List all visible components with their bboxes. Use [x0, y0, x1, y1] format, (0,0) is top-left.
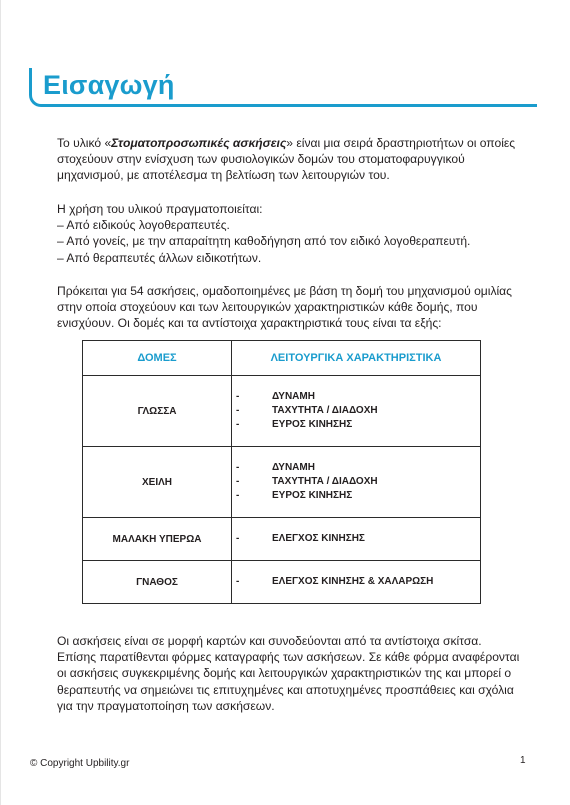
feature-text: ΔΥΝΑΜΗ	[272, 462, 315, 473]
page-number: 1	[520, 755, 526, 766]
usage-item: – Από θεραπευτές άλλων ειδικοτήτων.	[57, 250, 262, 265]
groups-text: Πρόκειται για 54 ασκήσεις, ομαδοποιημένες με βάση τη δομή του μηχανισμού ομιλίας στην οποία στοχεύουν και των λειτουργικών χαρακτηριστικών κάθε δομής, που ενισχύουν. Οι δομές και τα αντίστοιχα χαρακτηριστικά τους είναι τα εξής:	[57, 284, 513, 331]
table-row	[83, 561, 481, 604]
features-cell	[232, 561, 481, 604]
feature-text: ΕΛΕΓΧΟΣ ΚΙΝΗΣΗΣ & ΧΑΛΑΡΩΣΗ	[272, 576, 434, 587]
material-title: Στοματοπροσωπικές ασκήσεις	[111, 136, 287, 150]
usage-lead: Η χρήση του υλικού πραγματοποιείται:	[57, 202, 263, 216]
bullet-dash: -	[236, 476, 240, 487]
features-cell	[232, 376, 481, 447]
feature-text: ΕΥΡΟΣ ΚΙΝΗΣΗΣ	[272, 419, 353, 430]
feature-text: ΕΥΡΟΣ ΚΙΝΗΣΗΣ	[272, 490, 353, 501]
feature-text: ΕΛΕΓΧΟΣ ΚΙΝΗΣΗΣ	[272, 533, 365, 544]
structures-table	[82, 340, 481, 604]
feature-text: ΔΥΝΑΜΗ	[272, 391, 315, 402]
usage-item: – Από γονείς, με την απαραίτητη καθοδήγηση από τον ειδικό λογοθεραπευτή.	[57, 234, 471, 249]
bullet-dash: -	[236, 419, 240, 430]
table-row	[83, 376, 481, 447]
structure-cell: ΓΛΩΣΣΑ	[83, 376, 232, 447]
table-row	[83, 518, 481, 561]
structure-cell: ΧΕΙΛΗ	[83, 447, 232, 518]
feature-text: ΤΑΧΥΤΗΤΑ / ΔΙΑΔΟΧΗ	[272, 405, 378, 416]
page-title: Εισαγωγή	[43, 70, 175, 100]
structure-cell: ΓΝΑΘΟΣ	[83, 561, 232, 604]
copyright-notice: © Copyright Upbility.gr	[30, 758, 130, 769]
intro-text	[57, 135, 522, 184]
section-heading	[29, 68, 536, 108]
structure-cell: ΜΑΛΑΚΗ ΥΠΕΡΩΑ	[83, 518, 232, 561]
header-structures: ΔΟΜΕΣ	[83, 341, 232, 376]
groups-paragraph	[57, 283, 522, 332]
bullet-dash: -	[236, 391, 240, 402]
intro-suffix: » είναι μια σειρά δραστηριοτήτων οι οποίες στοχεύουν στην ενίσχυση των φυσιολογικών δομών του στοματοφαρυγγικού μηχανισμού, με αποτέλεσμα τη βελτίωση των λειτουργιών του.	[57, 136, 516, 183]
usage-item: – Από ειδικούς λογοθεραπευτές.	[57, 218, 230, 233]
bullet-dash: -	[236, 462, 240, 473]
table-row	[83, 447, 481, 518]
table-header-row	[83, 341, 481, 376]
closing-text: Οι ασκήσεις είναι σε μορφή καρτών και συνοδεύονται από τα αντίστοιχα σκίτσα. Επίσης παρατίθενται φόρμες καταγραφής των ασκήσεων. Σε κάθε φόρμα αναφέρονται οι ασκήσεις συγκεκριμένης δομής και λειτουργικών χαρακτηριστικών της και μπορεί ο θεραπευτής να σημειώνει τις επιτυχημένες και αποτυχημένες προσπάθειες και σχόλια για την πραγματοποίηση των ασκήσεων.	[57, 634, 520, 713]
closing-paragraph	[57, 633, 522, 714]
bullet-dash: -	[236, 533, 240, 544]
bullet-dash: -	[236, 405, 240, 416]
usage-paragraph	[57, 201, 522, 266]
intro-paragraph	[57, 135, 522, 184]
feature-text: ΤΑΧΥΤΗΤΑ / ΔΙΑΔΟΧΗ	[272, 476, 378, 487]
bullet-dash: -	[236, 490, 240, 501]
page-edge	[0, 0, 1, 805]
bullet-dash: -	[236, 576, 240, 587]
features-cell	[232, 447, 481, 518]
intro-prefix: Το υλικό «	[57, 136, 112, 150]
features-cell	[232, 518, 481, 561]
header-features: ΛΕΙΤΟΥΡΓΙΚΑ ΧΑΡΑΚΤΗΡΙΣΤΙΚΑ	[232, 341, 481, 376]
